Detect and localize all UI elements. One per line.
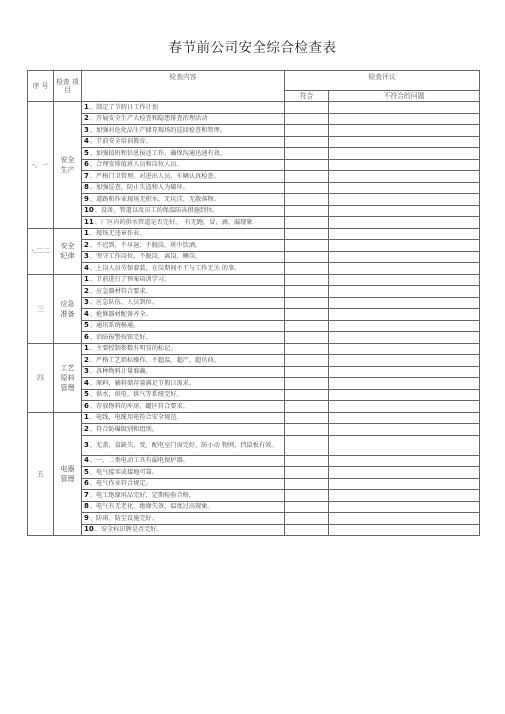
pass-cell[interactable]: [285, 182, 329, 194]
check-item-text: 、抢修器材配备齐全。: [89, 310, 152, 318]
check-item: [82, 309, 285, 321]
check-item: [82, 217, 285, 229]
check-item: [82, 102, 285, 114]
table-row: [28, 332, 480, 344]
fail-cell[interactable]: [329, 171, 480, 183]
header-content: 检查内容: [82, 71, 285, 102]
pass-cell[interactable]: [285, 286, 329, 298]
check-item-text: 、消防报警按钮完好。: [89, 333, 152, 341]
fail-cell[interactable]: [329, 240, 480, 252]
table-row: [28, 171, 480, 183]
table-row: [28, 194, 480, 206]
check-item-text: 、严格门卫管理，对进出人员、车辆认真检查。: [89, 172, 220, 180]
check-item: [82, 320, 285, 332]
fail-cell[interactable]: [329, 251, 480, 263]
table-row: [28, 182, 480, 194]
check-item-text: 、制定了节假日工作计划: [89, 103, 158, 111]
check-item-text: 、供水，供电，供气等系统完好。: [89, 391, 183, 399]
check-item: [82, 194, 285, 206]
check-item-text: 、存放物料的库房，罐区符合要求。: [89, 402, 189, 410]
section-seq: -、一: [28, 102, 54, 229]
check-item-number: 7: [84, 171, 89, 180]
check-item-number: 4: [84, 137, 89, 146]
fail-cell[interactable]: [329, 182, 480, 194]
check-item-text: 、厂区内的供水管道是否完好， 有无跑、冒、滴、漏现象: [94, 218, 253, 226]
table-row: [28, 136, 480, 148]
check-item: [82, 332, 285, 344]
header-row: [28, 71, 480, 91]
check-item: [82, 228, 285, 240]
table-row: [28, 297, 480, 309]
fail-cell[interactable]: [329, 455, 480, 467]
table-row: [28, 355, 480, 367]
pass-cell[interactable]: [285, 171, 329, 183]
table-row: [28, 159, 480, 171]
check-item-number: 3: [84, 125, 89, 134]
pass-cell[interactable]: [285, 435, 329, 455]
table-row: [28, 251, 480, 263]
check-item: [82, 524, 285, 536]
check-item-text: 、一、二类电动工具有漏电保护器。: [89, 457, 189, 465]
check-item: [82, 148, 285, 160]
check-item-number: 7: [84, 490, 89, 499]
table-row: [28, 524, 480, 536]
pass-cell[interactable]: [285, 401, 329, 413]
check-item: [82, 159, 285, 171]
fail-cell[interactable]: [329, 320, 480, 332]
pass-cell[interactable]: [285, 343, 329, 355]
table-row: [28, 401, 480, 413]
check-item: [82, 467, 285, 479]
table-row: [28, 513, 480, 525]
check-item-text: 、设备、管道以及员工的保温防冻措施到位。: [94, 207, 219, 215]
check-item: [82, 274, 285, 286]
fail-cell[interactable]: [329, 501, 480, 513]
table-row: [28, 366, 480, 378]
check-item-text: 、安全标识牌是否完好。: [94, 526, 163, 534]
table-row: [28, 424, 480, 436]
check-item-text: 、原料，辅料储存量满足节假日需求。: [89, 379, 196, 387]
check-item-text: 、加强对危化品生产储存现场的巡回检查和管理。: [89, 126, 226, 134]
check-item-number: 2: [84, 355, 89, 364]
check-item-text: 、不迟到、不早退、不脱岗、班中饮酒。: [89, 241, 202, 249]
check-item-number: 9: [84, 513, 89, 522]
fail-cell[interactable]: [329, 286, 480, 298]
check-item-text: 、应急器材符合要求。: [89, 287, 152, 295]
section-category: 安全 生产: [54, 102, 82, 229]
table-row: [28, 263, 480, 275]
fail-cell[interactable]: [329, 412, 480, 424]
header-pass: 符合: [285, 91, 329, 102]
check-item: [82, 113, 285, 125]
pass-cell[interactable]: [285, 478, 329, 490]
pass-cell[interactable]: [285, 102, 329, 114]
table-row: [28, 205, 480, 217]
check-item: [82, 286, 285, 298]
check-item-number: 8: [84, 183, 89, 192]
section-category: 安全 纪律: [54, 228, 82, 274]
check-item: [82, 478, 285, 490]
section-seq: 五: [28, 412, 54, 536]
pass-cell[interactable]: [285, 159, 329, 171]
check-item-number: 5: [84, 148, 89, 157]
check-item-number: 11: [84, 217, 94, 226]
check-item-text: 、应急队伍、人员到位。: [89, 299, 158, 307]
table-row: [28, 320, 480, 332]
check-item-number: 1: [84, 102, 89, 111]
check-item-number: 4: [84, 263, 89, 272]
check-item-text: 、节前安全培训教育。: [89, 138, 152, 146]
table-row: [28, 378, 480, 390]
fail-cell[interactable]: [329, 228, 480, 240]
check-item-number: 6: [84, 401, 89, 410]
check-item-text: 、道路和作业现场无积水、无坑洼、无散落物。: [89, 195, 220, 203]
header-seq: 序 号: [28, 71, 54, 102]
fail-cell[interactable]: [329, 205, 480, 217]
check-item-number: 2: [84, 240, 89, 249]
table-row: [28, 467, 480, 479]
table-row: [28, 274, 480, 286]
check-item-number: 5: [84, 390, 89, 399]
fail-cell[interactable]: [329, 524, 480, 536]
fail-cell[interactable]: [329, 424, 480, 436]
table-row: [28, 228, 480, 240]
pass-cell[interactable]: [285, 251, 329, 263]
pass-cell[interactable]: [285, 320, 329, 332]
check-item-number: 9: [84, 194, 89, 203]
fail-cell[interactable]: [329, 513, 480, 525]
fail-cell[interactable]: [329, 263, 480, 275]
check-item: [82, 263, 285, 275]
table-row: [28, 412, 480, 424]
check-item-number: 6: [84, 160, 89, 169]
header-item: 检查 项目: [54, 71, 82, 102]
check-item: [82, 366, 285, 378]
table-row: [28, 309, 480, 321]
table-row: [28, 490, 480, 502]
section-seq: 四: [28, 343, 54, 412]
fail-cell[interactable]: [329, 478, 480, 490]
check-item-text: 、无盖，盒缺失，变，配电室门窗完好，防小动 物网，挡鼠板有效。: [89, 441, 278, 449]
table-row: [28, 286, 480, 298]
table-row: [28, 148, 480, 160]
table-row: [28, 501, 480, 513]
fail-cell[interactable]: [329, 102, 480, 114]
check-item-number: 10: [84, 525, 94, 534]
fail-cell[interactable]: [329, 378, 480, 390]
pass-cell[interactable]: [285, 355, 329, 367]
pass-cell[interactable]: [285, 309, 329, 321]
check-item-text: 、电工绝缘用品完好，定期检验合格。: [89, 491, 196, 499]
check-item: [82, 343, 285, 355]
table-row: [28, 240, 480, 252]
pass-cell[interactable]: [285, 217, 329, 229]
check-item-text: 、严格工艺指标操作，不超温，超产，超负荷。: [89, 356, 220, 364]
check-item-number: 4: [84, 309, 89, 318]
check-item-text: 、电气有无老化、绝缘失效，温度过高现象。: [89, 503, 214, 511]
check-item-number: 5: [84, 321, 89, 330]
table-row: [28, 389, 480, 401]
check-item: [82, 240, 285, 252]
check-item-number: 2: [84, 286, 89, 295]
check-item-number: 1: [84, 413, 89, 422]
fail-cell[interactable]: [329, 309, 480, 321]
page-title: 春节前公司安全综合检查表: [168, 40, 337, 56]
check-item-text: 、现场无违章作业。: [89, 230, 146, 238]
table-row: [28, 343, 480, 355]
fail-cell[interactable]: [329, 274, 480, 286]
check-item-text: 、加强巡查，防止失盗和人为破坏。: [89, 184, 189, 192]
table-row: [28, 435, 480, 455]
check-item-number: 2: [84, 114, 89, 123]
check-item: [82, 297, 285, 309]
check-item-number: 6: [84, 479, 89, 488]
pass-cell[interactable]: [285, 455, 329, 467]
section-seq: 三: [28, 274, 54, 343]
table-row: [28, 455, 480, 467]
pass-cell[interactable]: [285, 524, 329, 536]
check-item-number: 10: [84, 206, 94, 215]
pass-cell[interactable]: [285, 274, 329, 286]
check-item-number: 4: [84, 456, 89, 465]
check-item-text: 、坚守工作岗位，不脱岗，离岗、睡岗。: [89, 253, 202, 261]
check-item-text: 、主要控制参数有明显的标记。: [89, 345, 177, 353]
fail-cell[interactable]: [329, 125, 480, 137]
pass-cell[interactable]: [285, 467, 329, 479]
pass-cell[interactable]: [285, 240, 329, 252]
fail-cell[interactable]: [329, 194, 480, 206]
section-category: 应急 准备: [54, 274, 82, 343]
check-item-number: 6: [84, 332, 89, 341]
inspection-table: [27, 70, 480, 536]
check-item-text: 、通讯系统畅通。: [89, 322, 140, 330]
pass-cell[interactable]: [285, 194, 329, 206]
check-item-number: 3: [84, 298, 89, 307]
fail-cell[interactable]: [329, 159, 480, 171]
check-item: [82, 205, 285, 217]
check-item: [82, 389, 285, 401]
fail-cell[interactable]: [329, 355, 480, 367]
check-item-number: 1: [84, 275, 89, 284]
check-item-text: 、加强值班和信息报送工作，确保沟通迅速有效。: [89, 149, 226, 157]
section-category: 电器 管理: [54, 412, 82, 536]
check-item: [82, 455, 285, 467]
pass-cell[interactable]: [285, 136, 329, 148]
check-item: [82, 182, 285, 194]
table-row: [28, 217, 480, 229]
fail-cell[interactable]: [329, 467, 480, 479]
header-review: 检查评议: [285, 71, 480, 91]
pass-cell[interactable]: [285, 513, 329, 525]
pass-cell[interactable]: [285, 501, 329, 513]
check-item-text: 、开展安全生产大检查和隐患排查治理活动: [89, 115, 208, 123]
check-item-number: 4: [84, 378, 89, 387]
check-item: [82, 378, 285, 390]
pass-cell[interactable]: [285, 205, 329, 217]
table-row: [28, 113, 480, 125]
check-item: [82, 435, 285, 455]
fail-cell[interactable]: [329, 401, 480, 413]
check-item: [82, 513, 285, 525]
fail-cell[interactable]: [329, 113, 480, 125]
check-item-text: 、电线，电缆用电符合安全规范。: [89, 414, 183, 422]
fail-cell[interactable]: [329, 148, 480, 160]
check-item: [82, 355, 285, 367]
check-item-number: 8: [84, 502, 89, 511]
check-item-text: 、电气接零或接地可靠。: [89, 468, 158, 476]
check-item-number: 3: [84, 367, 89, 376]
pass-cell[interactable]: [285, 332, 329, 344]
fail-cell[interactable]: [329, 366, 480, 378]
fail-cell[interactable]: [329, 490, 480, 502]
check-item-text: 、符合防爆级别和组别。: [89, 425, 158, 433]
pass-cell[interactable]: [285, 378, 329, 390]
check-item-number: 3: [84, 440, 89, 449]
fail-cell[interactable]: [329, 136, 480, 148]
pass-cell[interactable]: [285, 228, 329, 240]
fail-cell[interactable]: [329, 389, 480, 401]
check-item: [82, 136, 285, 148]
pass-cell[interactable]: [285, 297, 329, 309]
check-item: [82, 424, 285, 436]
check-item-number: 5: [84, 467, 89, 476]
check-item: [82, 125, 285, 137]
check-item: [82, 412, 285, 424]
pass-cell[interactable]: [285, 490, 329, 502]
fail-cell[interactable]: [329, 435, 480, 455]
check-item-text: 、节前进行了预案培训学习。: [89, 276, 171, 284]
pass-cell[interactable]: [285, 424, 329, 436]
header-fail: 不符合的问题: [329, 91, 480, 102]
pass-cell[interactable]: [285, 366, 329, 378]
section-seq: -.二二: [28, 228, 54, 274]
pass-cell[interactable]: [285, 125, 329, 137]
check-item: [82, 490, 285, 502]
fail-cell[interactable]: [329, 343, 480, 355]
check-item: [82, 501, 285, 513]
fail-cell[interactable]: [329, 217, 480, 229]
check-item-text: 、防雨、防尘设施完好。: [89, 514, 158, 522]
check-item-text: 、各种物料计量准确。: [89, 368, 152, 376]
check-item: [82, 171, 285, 183]
check-item-text: 、合理安排值班人员和岗位人员。: [89, 161, 183, 169]
check-item-number: 3: [84, 252, 89, 261]
check-item-number: 1: [84, 229, 89, 238]
check-item-number: 2: [84, 424, 89, 433]
check-item-number: 1: [84, 344, 89, 353]
check-item-text: 、上岗人员劳保着装，在岗期间不干与工作无关 的事。: [89, 264, 241, 272]
pass-cell[interactable]: [285, 263, 329, 275]
fail-cell[interactable]: [329, 332, 480, 344]
pass-cell[interactable]: [285, 148, 329, 160]
check-item: [82, 251, 285, 263]
pass-cell[interactable]: [285, 113, 329, 125]
check-item: [82, 401, 285, 413]
section-category: 工艺 原料 管理: [54, 343, 82, 412]
table-row: [28, 125, 480, 137]
table-row: [28, 478, 480, 490]
table-row: [28, 102, 480, 114]
fail-cell[interactable]: [329, 297, 480, 309]
pass-cell[interactable]: [285, 389, 329, 401]
pass-cell[interactable]: [285, 412, 329, 424]
check-item-text: 、电气作业符合规定。: [89, 480, 152, 488]
